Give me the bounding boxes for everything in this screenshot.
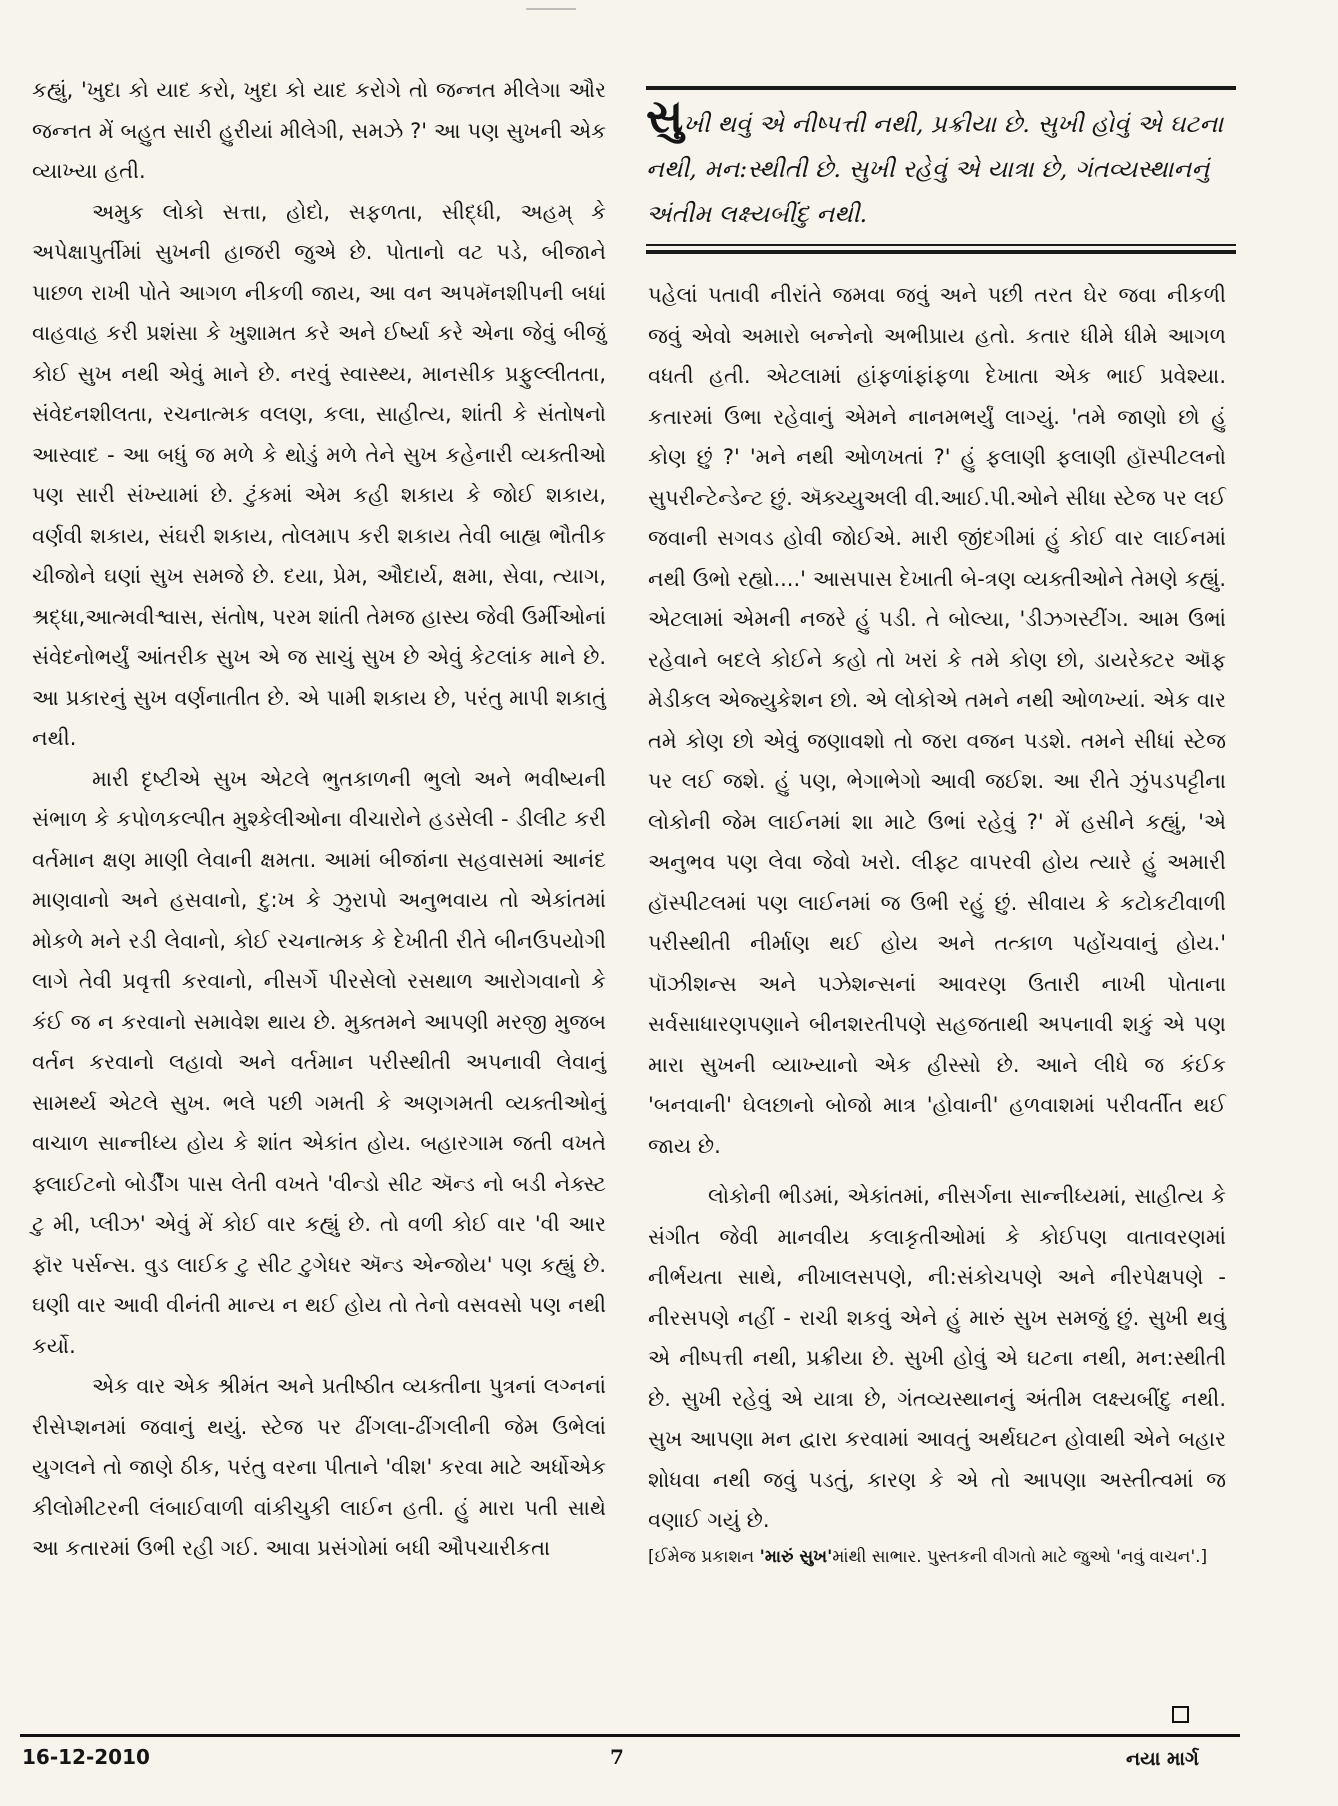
- footer-date: 16-12-2010: [22, 1745, 150, 1769]
- credit-book-title: 'મારું સુખ': [759, 1546, 833, 1567]
- magazine-name: નયા માર્ગ: [1126, 1748, 1199, 1770]
- right-paragraph-1: પહેલાં પતાવી નીરાંતે જમવા જવું અને પછી તરત ઘેર જવા નીકળી જવું એવો અમારો બન્નેનો અભીપ્રાય હતો. કતાર ધીમે ધીમે આગળ વધતી હતી. એટલામાં હાંફળાંફાંફળા દેખાતા એક ભાઈ પ્રવેશ્યા. કતારમાં ઉભા રહેવાનું એમને નાનમભર્યું લાગ્યું. 'તમે જાણો છો હું કોણ છું ?' 'મને નથી ઓળખતાં ?' હું ફલાણી ફલાણી હૉસ્પીટલનો સુપરીન્ટેન્ડેન્ટ છું. ઍક્ચ્યુઅલી વી.આઈ.પી.ઓને સીધા સ્ટેજ પર લઈ જવાની સગવડ હોવી જોઈએ. મારી જીંદગીમાં હું કોઈ વાર લાઈનમાં નથી ઉભો રહ્યો....' આસપાસ દેખાતી બે-ત્રણ વ્યક્તીઓને તેમણે કહ્યું. એટલામાં એમની નજરે હું પડી. તે બોલ્યા, 'ડીઝગસ્ટીંગ. આમ ઉભાં રહેવાને બદલે કોઈને કહો તો ખરાં કે તમે કોણ છો, ડાયરેક્ટર ઑફ મેડીકલ એજ્યુકેશન છો. એ લોકોએ તમને નથી ઓળખ્યાં. એક વાર તમે કોણ છો એવું જણાવશો તો જરા વજન પડશે. તમને સીધાં સ્ટેજ પર લઈ જશે. હું પણ, ભેગાભેગો આવી જઈશ. આ રીતે ઝુંપડપટ્ટીના લોકોની જેમ લાઈનમાં શા માટે ઉભાં રહેવું ?' મેં હસીને કહ્યું, 'એ અનુભવ પણ લેવા જેવો ખરો. લીફ્ટ વાપરવી હોય ત્યારે હું અમારી હૉસ્પીટલમાં પણ લાઈનમાં જ ઉભી રહું છું. સીવાય કે કટોકટીવાળી પરીસ્થીતી નીર્માણ થઈ હોય અને તત્કાળ પહોંચવાનું હોય.' પૉઝીશન્સ અને પઝેશન્સનાં આવરણ ઉતારી નાખી પોતાના સર્વસાધારણપણાને બીનશરતીપણે સહજતાથી અપનાવી શકું એ પણ મારા સુખની વ્યાખ્યાનો એક હીસ્સો છે. આને લીધે જ કંઈક 'બનવાની' ઘેલછાનો બોજો માત્ર 'હોવાની' હળવાશમાં પરીવર્તીત થઈ જાય છે.: [648, 283, 1226, 1158]
- footer-rule: [20, 1734, 1240, 1737]
- left-paragraph-2: અમુક લોકો સત્તા, હોદો, સફળતા, સીદ્ધી, અહમ્ કે અપેક્ષાપુર્તીમાં સુખની હાજરી જુએ છે. પોતાનો વટ પડે, બીજાને પાછળ રાખી પોતે આગળ નીકળી જાય, આ વન અપમૅનશીપની બધાં વાહવાહ કરી પ્રશંસા કે ખુશામત કરે અને ઈર્ષ્યા કરે એના જેવું બીજું કોઈ સુખ નથી એવું માને છે. નરવું સ્વાસ્થ્ય, માનસીક પ્રફુલ્લીતતા, સંવેદનશીલતા, રચનાત્મક વલણ, કલા, સાહીત્ય, શાંતી કે સંતોષનો આસ્વાદ - આ બધું જ મળે કે થોડું મળે તેને સુખ કહેનારી વ્યક્તીઓ પણ સારી સંખ્યામાં છે. ટુંકમાં એમ કહી શકાય કે જોઈ શકાય, વર્ણવી શકાય, સંઘરી શકાય, તોલમાપ કરી શકાય તેવી બાહ્ય ભૌતીક ચીજોને ઘણાં સુખ સમજે છે. દયા, પ્રેમ, ઔદાર્ય, ક્ષમા, સેવા, ત્યાગ, શ્રદ્ધા,આત્મવીશ્વાસ, સંતોષ, પરમ શાંતી તેમજ હાસ્ય જેવી ઉર્મીઓનાં સંવેદનોભર્યું આંતરીક સુખ એ જ સાચું સુખ છે એવું કેટલાંક માને છે. આ પ્રકારનું સુખ વર્ણનાતીત છે. એ પામી શકાય છે, પરંતુ માપી શકાતું નથી.: [32, 199, 606, 750]
- left-paragraph-1: કહ્યું, 'ખુદા કો યાદ કરો, ખુદા કો યાદ કરોગે તો જન્નત મીલેગા ઔર જન્નત મેં બહુત સારી હુરીયાં મીલેગી, સમઝે ?' આ પણ સુખની એક વ્યાખ્યા હતી.: [32, 78, 606, 183]
- scan-artifact-mark: [526, 8, 576, 24]
- pull-quote-bottom-rule-thick: [646, 250, 1236, 254]
- pull-quote-dropcap: સુ: [646, 89, 684, 143]
- left-paragraph-3: મારી દૃષ્ટીએ સુખ એટલે ભુતકાળની ભુલો અને ભવીષ્યની સંભાળ કે કપોળકલ્પીત મુશ્કેલીઓના વીચારોને હડસેલી - ડીલીટ કરી વર્તમાન ક્ષણ માણી લેવાની ક્ષમતા. આમાં બીજાંના સહવાસમાં આનંદ માણવાનો અને હસવાનો, દુ:ખ કે ઝુરાપો અનુભવાય તો એકાંતમાં મોકળે મને રડી લેવાનો, કોઈ રચનાત્મક કે દેખીતી રીતે બીનઉપયોગી લાગે તેવી પ્રવૃત્તી કરવાનો, નીસર્ગે પીરસેલો રસથાળ આરોગવાનો કે કંઈ જ ન કરવાનો સમાવેશ થાય છે. મુક્તમને આપણી મરજી મુજબ વર્તન કરવાનો લહાવો અને વર્તમાન પરીસ્થીતી અપનાવી લેવાનું સામર્થ્ય એટલે સુખ. ભલે પછી ગમતી કે અણગમતી વ્યક્તીઓનું વાચાળ સાન્નીધ્ય હોય કે શાંત એકાંત હોય. બહારગામ જતી વખતે ફ્લાઈટનો બોર્ડીંગ પાસ લેતી વખતે 'વીન્ડો સીટ ઍન્ડ નો બડી નેક્સ્ટ ટુ મી, પ્લીઝ' એવું મેં કોઈ વાર કહ્યું છે. તો વળી કોઈ વાર 'વી આર ફૉર પર્સન્સ. વુડ લાઈક ટુ સીટ ટુગેધર ઍન્ડ એન્જોય' પણ કહ્યું છે. ઘણી વાર આવી વીનંતી માન્ય ન થઈ હોય તો તેનો વસવસો પણ નથી કર્યો.: [32, 766, 606, 1358]
- page-number: 7: [610, 1745, 624, 1769]
- end-of-article-icon: [1172, 1706, 1189, 1723]
- pull-quote-top-rule: [646, 86, 1236, 90]
- right-column: [648, 275, 1226, 1574]
- left-column: [32, 70, 606, 1569]
- pull-quote-text: ખી થવું એ નીષ્પત્તી નથી, પ્રક્રીયા છે. સુખી હોવું એ ઘટના નથી, મન:સ્થીતી છે. સુખી રહેવું એ યાત્રા છે, ગંતવ્યસ્થાનનું અંતીમ લક્ષ્યબીંદુ નથી.: [646, 110, 1224, 228]
- pull-quote: [646, 86, 1236, 256]
- right-paragraph-2: લોકોની ભીડમાં, એકાંતમાં, નીસર્ગના સાન્નીધ્યમાં, સાહીત્ય કે સંગીત જેવી માનવીય કલાકૃતીઓમાં કે કોઈપણ વાતાવરણમાં નીર્ભયતા સાથે, નીખાલસપણે, ની:સંકોચપણે અને નીરપેક્ષપણે - નીરસપણે નહીં - રાચી શકવું એને હું મારું સુખ સમજું છું. સુખી થવું એ નીષ્પત્તી નથી, પ્રક્રીયા છે. સુખી હોવું એ ઘટના નથી, મન:સ્થીતી છે. સુખી રહેવું એ યાત્રા છે, ગંતવ્યસ્થાનનું અંતીમ લક્ષ્યબીંદુ નથી. સુખ આપણા મન દ્વારા કરવામાં આવતું અર્થઘટન હોવાથી એને બહાર શોધવા નથી જવું પડતું, કારણ કે એ તો આપણા અસ્તીત્વમાં જ વણાઈ ગયું છે.: [648, 1184, 1226, 1532]
- left-paragraph-4: એક વાર એક શ્રીમંત અને પ્રતીષ્ઠીત વ્યક્તીના પુત્રનાં લગ્નનાં રીસેપ્શનમાં જવાનું થયું. સ્ટેજ પર ઢીંગલા-ઢીંગલીની જેમ ઉભેલાં યુગલને તો જાણે ઠીક, પરંતુ વરના પીતાને 'વીશ' કરવા માટે અર્ધોએક કીલોમીટરની લંબાઈવાળી વાંકીચુકી લાઈન હતી. હું મારા પતી સાથે આ કતારમાં ઉભી રહી ગઈ. આવા પ્રસંગોમાં બધી ઔપચારીકતા: [32, 1374, 606, 1560]
- source-credit: [648, 1541, 1226, 1574]
- pull-quote-text-block: [646, 89, 1236, 237]
- credit-prefix: [ઈમેજ પ્રકાશન: [648, 1546, 760, 1567]
- credit-suffix: માંથી સાભાર. પુસ્તકની વીગતો માટે જુઓ 'નવું વાચન'.]: [832, 1546, 1208, 1567]
- pull-quote-bottom-rule: [646, 244, 1236, 246]
